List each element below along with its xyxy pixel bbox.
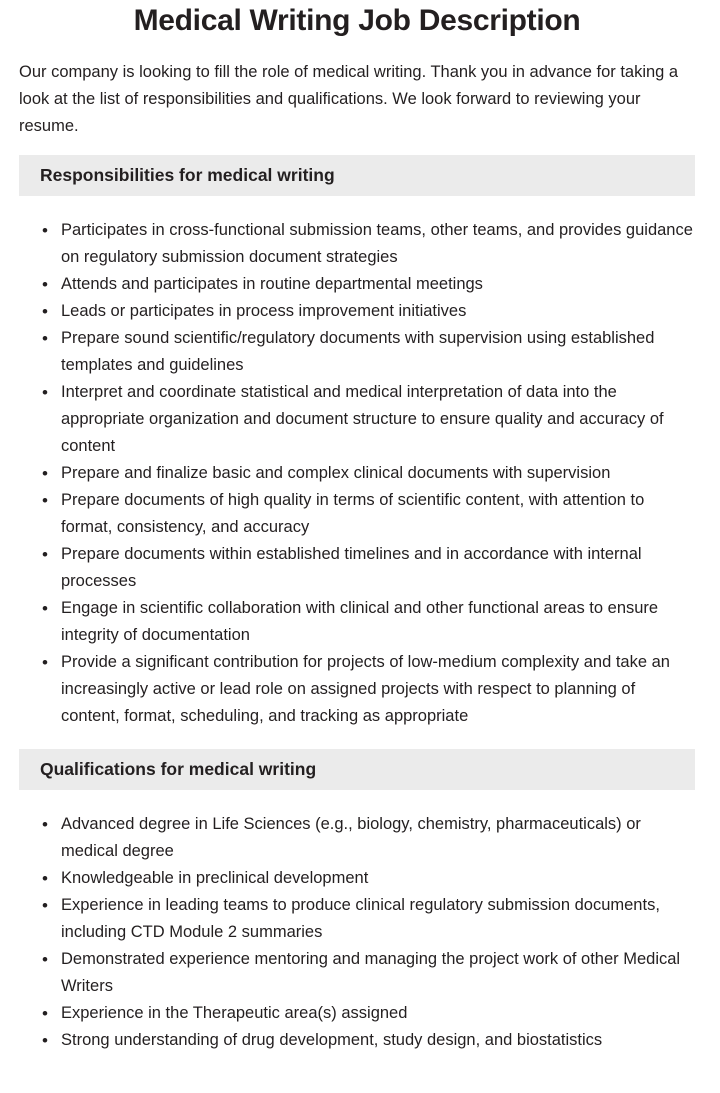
list-item: • Prepare and finalize basic and complex clinical documents with supervision [19,460,695,487]
list-item: • Experience in leading teams to produce clinical regulatory submission documents, including CTD Module 2 summaries [19,892,695,946]
responsibilities-list [19,217,695,730]
list-item: • Demonstrated experience mentoring and managing the project work of other Medical Writers [19,946,695,1000]
list-item: • Provide a significant contribution for projects of low-medium complexity and take an increasingly active or lead role on assigned projects with respect to planning of content, format, scheduling, and tracking as appropriate [19,649,695,730]
list-item: • Leads or participates in process improvement initiatives [19,298,695,325]
qualifications-section-heading: Qualifications for medical writing [19,749,695,790]
list-item: • Attends and participates in routine departmental meetings [19,271,695,298]
list-item: • Participates in cross-functional submission teams, other teams, and provides guidance on regulatory submission document strategies [19,217,695,271]
list-item: • Prepare documents of high quality in terms of scientific content, with attention to format, consistency, and accuracy [19,487,695,541]
intro-paragraph: Our company is looking to fill the role of medical writing. Thank you in advance for taking a look at the list of responsibilities and qualifications. We look forward to reviewing your resume. [19,63,679,135]
responsibilities-section-heading: Responsibilities for medical writing [19,155,695,196]
list-item: • Advanced degree in Life Sciences (e.g., biology, chemistry, pharmaceuticals) or medical degree [19,811,695,865]
list-item: • Experience in the Therapeutic area(s) assigned [19,1000,695,1027]
list-item: • Prepare documents within established timelines and in accordance with internal processes [19,541,695,595]
list-item: • Interpret and coordinate statistical and medical interpretation of data into the appropriate organization and document structure to ensure quality and accuracy of content [19,379,695,460]
page-title: Medical Writing Job Description [133,4,581,37]
list-item: • Knowledgeable in preclinical development [19,865,695,892]
section-responsibilities [19,155,695,730]
list-item: • Strong understanding of drug development, study design, and biostatistics [19,1027,695,1054]
list-item: • Prepare sound scientific/regulatory documents with supervision using established templates and guidelines [19,325,695,379]
qualifications-list [19,811,695,1054]
section-qualifications [19,749,695,1054]
list-item: • Engage in scientific collaboration with clinical and other functional areas to ensure integrity of documentation [19,595,695,649]
